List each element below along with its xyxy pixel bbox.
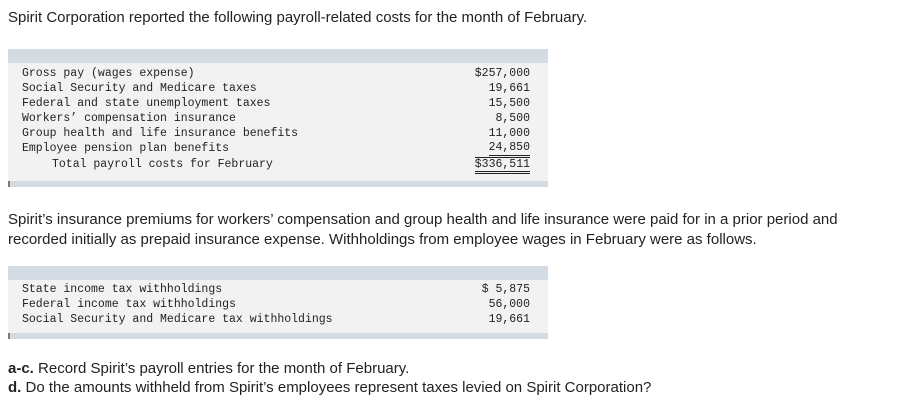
table-footer-band	[8, 333, 548, 339]
table-row	[22, 297, 544, 312]
table-row	[22, 312, 544, 327]
row-label: State income tax withholdings	[22, 283, 223, 296]
row-amount: $ 5,875	[481, 283, 530, 296]
row-label: Federal income tax withholdings	[22, 298, 236, 311]
row-amount: 11,000	[488, 127, 530, 140]
table-row	[22, 81, 544, 96]
row-label: Group health and life insurance benefits	[22, 127, 299, 140]
row-label: Gross pay (wages expense)	[22, 67, 195, 80]
divider	[8, 181, 10, 187]
total-row	[22, 157, 544, 172]
table-row	[22, 126, 544, 141]
question-ac	[8, 359, 651, 378]
table-header-band	[8, 266, 548, 280]
question-label: a-c.	[8, 360, 34, 377]
row-label: Federal and state unemployment taxes	[22, 97, 271, 110]
row-label: Social Security and Medicare tax withholdings	[22, 313, 333, 326]
divider	[8, 333, 10, 339]
row-amount: 19,661	[488, 313, 530, 326]
total-label: Total payroll costs for February	[52, 158, 273, 171]
paragraph-line: Spirit’s insurance premiums for workers’ compensation and group health and life insurance were paid for in a prior period and	[8, 211, 838, 228]
insurance-paragraph	[8, 210, 838, 250]
row-label: Workers’ compensation insurance	[22, 112, 236, 125]
row-amount: 8,500	[495, 112, 530, 125]
paragraph-line: recorded initially as prepaid insurance expense. Withholdings from employee wages in February were as follows.	[8, 231, 757, 248]
question-text: Do the amounts withheld from Spirit’s employees represent taxes levied on Spirit Corporation?	[21, 379, 652, 396]
table-row	[22, 111, 544, 126]
table-row	[22, 141, 544, 156]
table-header-band	[8, 49, 548, 63]
table-row	[22, 282, 544, 297]
row-amount: $257,000	[474, 67, 530, 80]
row-label: Social Security and Medicare taxes	[22, 82, 257, 95]
row-amount: 19,661	[488, 82, 530, 95]
questions	[8, 359, 651, 397]
total-amount: $336,511	[475, 157, 530, 174]
question-text: Record Spirit’s payroll entries for the month of February.	[33, 360, 410, 377]
row-label: Employee pension plan benefits	[22, 142, 230, 155]
row-amount: 56,000	[488, 298, 530, 311]
table-row	[22, 96, 544, 111]
question-d	[8, 378, 651, 397]
row-amount: 15,500	[488, 97, 530, 110]
table-row	[22, 66, 544, 81]
intro-text: Spirit Corporation reported the following payroll-related costs for the month of February.	[8, 9, 588, 26]
payroll-costs-table	[8, 49, 548, 187]
table-footer-band	[8, 181, 548, 187]
withholdings-table	[8, 266, 548, 339]
row-amount: 24,850	[488, 141, 530, 154]
question-label: d.	[8, 379, 22, 396]
